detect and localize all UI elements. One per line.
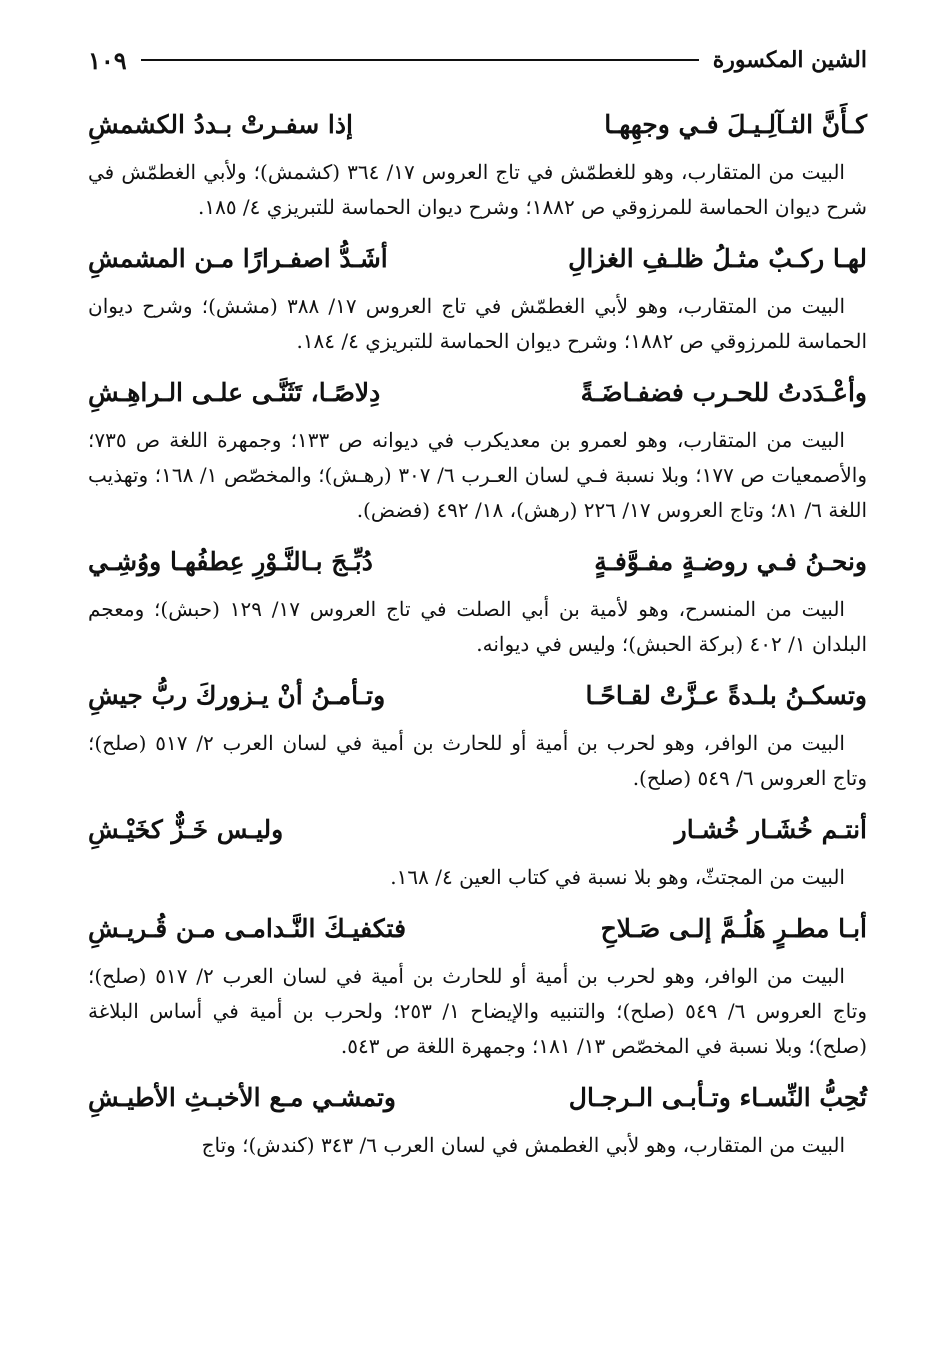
verse-entry bbox=[88, 95, 867, 225]
verse-commentary: البيت من المتقارب، وهو لأبي الغطمّش في تاج العروس ١٧/ ٣٨٨ (مشش)؛ وشرح ديوان الحماسة للمرزوقي ص ١٨٨٢؛ وشرح ديوان الحماسة للتبريزي ٤/ ١٨٤. bbox=[88, 294, 867, 353]
verse-first-hemistich: وأعْـدَدتُ للحـرب فضفـاضَـةً bbox=[580, 378, 867, 407]
page-content bbox=[88, 95, 867, 1167]
verse-first-hemistich: تُحِبُّ النِّسـاء وتـأبـى الـرجـال bbox=[568, 1083, 867, 1112]
verse-commentary: البيت من المنسرح، وهو لأمية بن أبي الصلت في تاج العروس ١٧/ ١٢٩ (حبش)؛ ومعجم البلدان ١/ ٤٠٢ (بركة الحبش)؛ وليس في ديوانه. bbox=[88, 597, 867, 656]
verse-second-hemistich: إذا سفـرتْ بـددُ الكشمشِ bbox=[88, 110, 353, 139]
verse-commentary: البيت من الوافر، وهو لحرب بن أمية أو للحارث بن أمية في لسان العرب ٢/ ٥١٧ (صلح)؛ وتاج العروس ٦/ ٥٤٩ (صلح)؛ والتنبيه والإيضاح ١/ ٢٥٣؛ ولحرب بن أمية في أساس البلاغة (صلح)؛ وبلا نسبة في المخصّص ١٣/ ١٨١؛ وجمهرة اللغة ص ٥٤٣. bbox=[88, 964, 867, 1058]
verse-second-hemistich: دِلاصًـا، تَثَنَّـى علـى الـراهِـشِ bbox=[88, 378, 381, 407]
poetry-verse bbox=[88, 1068, 867, 1128]
poetry-verse bbox=[88, 800, 867, 860]
verse-commentary: البيت من المتقارب، وهو للغطمّش في تاج العروس ١٧/ ٣٦٤ (كشمش)؛ ولأبي الغطمّش في شرح ديوان الحماسة للمرزوقي ص ١٨٨٢؛ وشرح ديوان الحماسة للتبريزي ٤/ ١٨٥. bbox=[88, 160, 867, 219]
verse-first-hemistich: لهـا ركـبٌ مثـلُ ظلـفِ الغزالِ bbox=[568, 244, 867, 273]
verse-second-hemistich: أشَـدُّ اصفـرارًا مـن المشمشِ bbox=[88, 244, 388, 273]
verse-entry bbox=[88, 899, 867, 1064]
verse-commentary: البيت من المجتثّ، وهو بلا نسبة في كتاب العين ٤/ ١٦٨. bbox=[390, 865, 845, 889]
verse-commentary: البيت من المتقارب، وهو لعمرو بن معديكرب في ديوانه ص ١٣٣؛ وجمهرة اللغة ص ٧٣٥؛ والأصمعيات ص ١٧٧؛ وبلا نسبة فـي لسان العـرب ٦/ ٣٠٧ (رهـش)؛ والمخصّص ١/ ١٦٨؛ وتهذيب اللغة ٦/ ٨١؛ وتاج العروس ١٧/ ٢٢٦ (رهش)، ١٨/ ٤٩٢ (فضض). bbox=[88, 428, 867, 522]
verse-entry bbox=[88, 666, 867, 796]
poetry-verse bbox=[88, 666, 867, 726]
poetry-verse bbox=[88, 95, 867, 155]
verse-first-hemistich: ونحـنُ فـي روضـةٍ مفـوَّفـةٍ bbox=[594, 547, 867, 576]
poetry-verse bbox=[88, 532, 867, 592]
header-rule bbox=[141, 59, 699, 61]
verse-commentary: البيت من الوافر، وهو لحرب بن أمية أو للحارث بن أمية في لسان العرب ٢/ ٥١٧ (صلح)؛ وتاج العروس ٦/ ٥٤٩ (صلح). bbox=[88, 731, 867, 790]
verse-entry bbox=[88, 532, 867, 662]
verse-commentary: البيت من المتقارب، وهو لأبي الغطمش في لسان العرب ٦/ ٣٤٣ (كندش)؛ وتاج bbox=[201, 1133, 845, 1157]
poetry-verse bbox=[88, 363, 867, 423]
verse-first-hemistich: وتسكـنُ بلـدةً عـزَّتْ لقـاحًـا bbox=[585, 681, 867, 710]
running-title: الشين المكسورة bbox=[712, 47, 867, 73]
poetry-verse bbox=[88, 229, 867, 289]
verse-first-hemistich: أنتـم خُشَـار خُشـار bbox=[674, 815, 867, 844]
verse-entry bbox=[88, 800, 867, 895]
verse-entry bbox=[88, 1068, 867, 1163]
page-number: ١٠٩ bbox=[88, 45, 127, 75]
verse-entry bbox=[88, 229, 867, 359]
verse-first-hemistich: كـأَنَّ الثـآلِـيـلَ فـي وجهِهـا bbox=[604, 110, 867, 139]
verse-second-hemistich: وتـأمـنُ أنْ يـزوركَ ربُّ جيشِ bbox=[88, 681, 386, 710]
poetry-verse bbox=[88, 899, 867, 959]
verse-entry bbox=[88, 363, 867, 528]
verse-second-hemistich: فتكفيـكَ النَّـدامـى مـن قُـريـشِ bbox=[88, 914, 407, 943]
verse-second-hemistich: دُبِّـجَ بـالنَّـوْرِ عِطفُهـا ووُشِـي bbox=[88, 547, 373, 576]
page-header bbox=[88, 40, 867, 80]
verse-second-hemistich: وليـس خَـزٌّ كخَيْـشِ bbox=[88, 815, 284, 844]
verse-second-hemistich: وتمشـي مـع الأخبـثِ الأطيـشِ bbox=[88, 1083, 396, 1112]
verse-first-hemistich: أبـا مطـرٍ هَلُـمَّ إلـى صَـلاحِ bbox=[600, 914, 867, 943]
